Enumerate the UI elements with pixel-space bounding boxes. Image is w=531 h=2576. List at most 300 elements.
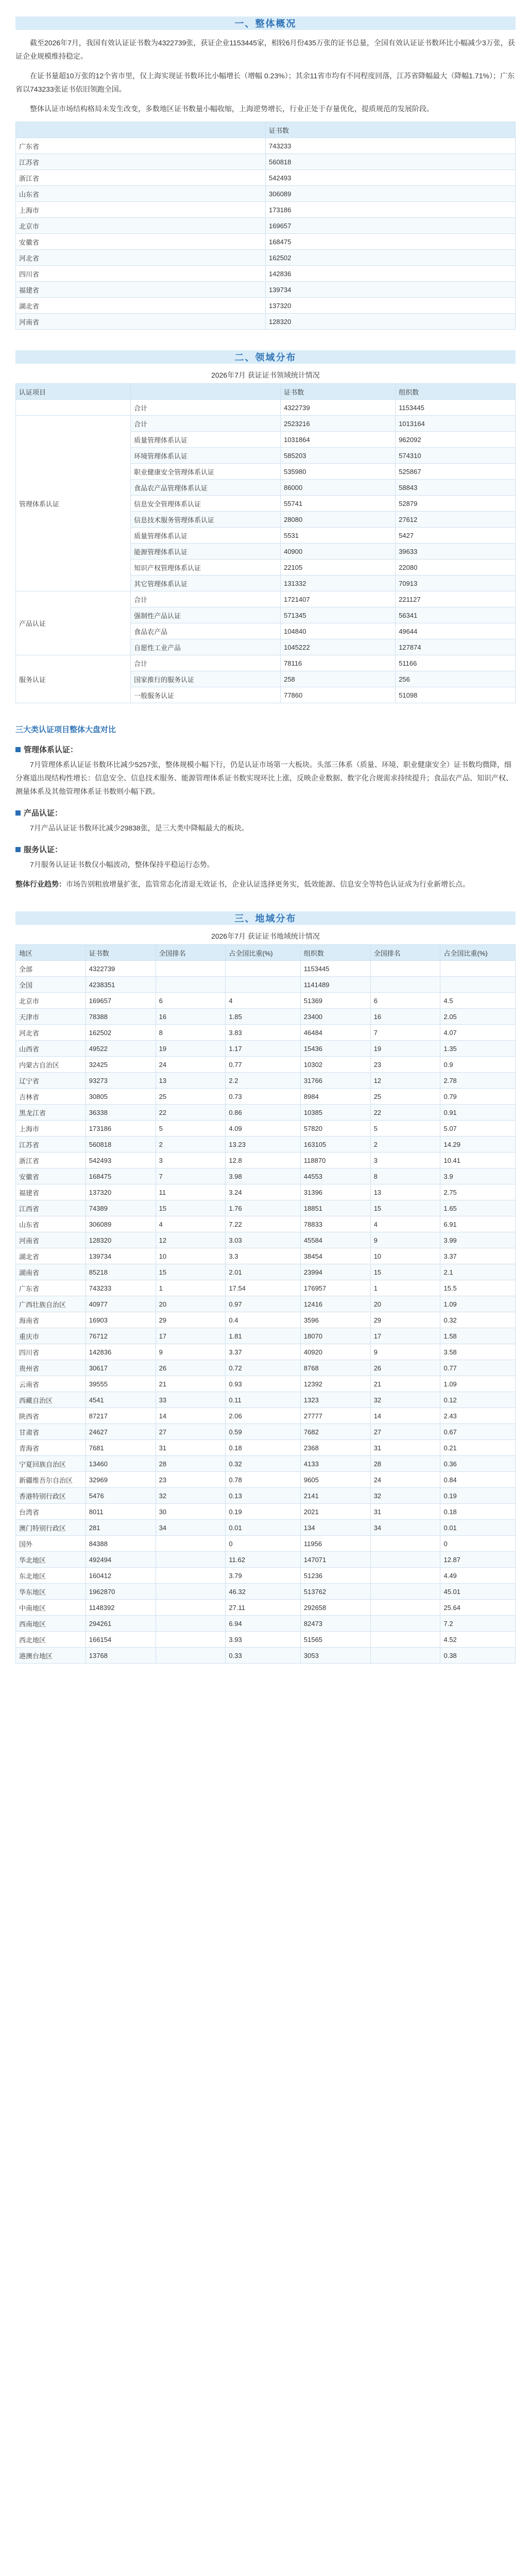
value-cell: 26 bbox=[156, 1360, 226, 1376]
table-row bbox=[16, 298, 516, 314]
table-row bbox=[16, 1344, 516, 1360]
value-cell: 11956 bbox=[300, 1536, 370, 1552]
value-cell: 32 bbox=[370, 1392, 440, 1408]
value-cell: 7.2 bbox=[440, 1616, 516, 1632]
value-cell: 9 bbox=[156, 1344, 226, 1360]
value-cell: 31 bbox=[156, 1440, 226, 1456]
value-cell: 4 bbox=[226, 993, 301, 1009]
column-header: 证书数 bbox=[281, 384, 396, 400]
value-cell: 23 bbox=[370, 1057, 440, 1073]
value-cell bbox=[156, 1632, 226, 1648]
column-header: 认证项目 bbox=[16, 384, 131, 400]
value-cell: 25.64 bbox=[440, 1600, 516, 1616]
value-cell: 128320 bbox=[266, 314, 516, 330]
region-cell: 西藏自治区 bbox=[16, 1392, 86, 1408]
region-cell: 海南省 bbox=[16, 1312, 86, 1328]
value-cell: 2 bbox=[156, 1137, 226, 1153]
column-header bbox=[16, 122, 266, 138]
value-cell: 20 bbox=[370, 1296, 440, 1312]
value-cell: 0.72 bbox=[226, 1360, 301, 1376]
value-cell: 1.58 bbox=[440, 1328, 516, 1344]
value-cell: 137320 bbox=[85, 1184, 156, 1200]
value-cell: 1013164 bbox=[396, 416, 516, 432]
value-cell: 0.93 bbox=[226, 1376, 301, 1392]
region-cell: 江苏省 bbox=[16, 154, 266, 170]
table-row bbox=[16, 1025, 516, 1041]
value-cell: 0.78 bbox=[226, 1472, 301, 1488]
region-cell: 河北省 bbox=[16, 250, 266, 266]
value-cell: 25 bbox=[156, 1089, 226, 1105]
value-cell: 3.24 bbox=[226, 1184, 301, 1200]
value-cell: 51166 bbox=[396, 655, 516, 671]
management-text: 7月管理体系认证证书数环比减少5257张，整体规模小幅下行，仍是认证市场第一大板块。头部三体系（质量、环境、职业健康安全）证书数均微降，细分赛道出现结构性增长：信息安全、信息技术服务、能源管理体系证书数实现环比上涨，反映企业数据、数字化合规需求持续提升；食品农产品、知识产权、测量体系及其他管理体系证书数则小幅下跌。 bbox=[15, 760, 513, 795]
region-cell: 河北省 bbox=[16, 1025, 86, 1041]
column-header: 占全国比重(%) bbox=[440, 945, 516, 961]
region-cell: 山东省 bbox=[16, 186, 266, 202]
region-cell: 广西壮族自治区 bbox=[16, 1296, 86, 1312]
value-cell: 2.06 bbox=[226, 1408, 301, 1424]
value-cell: 36338 bbox=[85, 1105, 156, 1121]
item-cell: 食品农产品管理体系认证 bbox=[131, 480, 281, 496]
product-heading: 产品认证： bbox=[15, 807, 516, 818]
value-cell: 0.38 bbox=[440, 1648, 516, 1664]
table-row bbox=[16, 1600, 516, 1616]
region-cell: 江苏省 bbox=[16, 1137, 86, 1153]
region-cell: 国外 bbox=[16, 1536, 86, 1552]
value-cell: 32 bbox=[370, 1488, 440, 1504]
value-cell: 58843 bbox=[396, 480, 516, 496]
value-cell: 9 bbox=[370, 1232, 440, 1248]
table-row bbox=[16, 1264, 516, 1280]
value-cell: 173186 bbox=[266, 202, 516, 218]
value-cell: 2.2 bbox=[226, 1073, 301, 1089]
value-cell: 142836 bbox=[85, 1344, 156, 1360]
item-cell: 知识产权管理体系认证 bbox=[131, 560, 281, 575]
value-cell: 85218 bbox=[85, 1264, 156, 1280]
value-cell: 7 bbox=[156, 1168, 226, 1184]
value-cell: 18070 bbox=[300, 1328, 370, 1344]
table-row bbox=[16, 1168, 516, 1184]
value-cell: 574310 bbox=[396, 448, 516, 464]
value-cell: 0.01 bbox=[226, 1520, 301, 1536]
value-cell: 10 bbox=[370, 1248, 440, 1264]
value-cell: 39633 bbox=[396, 544, 516, 560]
table-row bbox=[16, 1392, 516, 1408]
value-cell: 3.79 bbox=[226, 1568, 301, 1584]
value-cell: 31 bbox=[370, 1504, 440, 1520]
value-cell: 0.19 bbox=[440, 1488, 516, 1504]
table-row bbox=[16, 1520, 516, 1536]
section-header-overview bbox=[15, 16, 516, 30]
value-cell: 3.37 bbox=[226, 1344, 301, 1360]
value-cell: 1153445 bbox=[396, 400, 516, 416]
value-cell bbox=[370, 1568, 440, 1584]
value-cell: 8768 bbox=[300, 1360, 370, 1376]
value-cell: 0.36 bbox=[440, 1456, 516, 1472]
value-cell: 12 bbox=[370, 1073, 440, 1089]
value-cell: 4238351 bbox=[85, 977, 156, 993]
value-cell: 142836 bbox=[266, 266, 516, 282]
item-cell: 合计 bbox=[131, 655, 281, 671]
value-cell: 32 bbox=[156, 1488, 226, 1504]
value-cell: 0.79 bbox=[440, 1089, 516, 1105]
value-cell: 49644 bbox=[396, 623, 516, 639]
value-cell: 46484 bbox=[300, 1025, 370, 1041]
table-row bbox=[16, 1296, 516, 1312]
value-cell: 23 bbox=[156, 1472, 226, 1488]
value-cell: 168475 bbox=[266, 234, 516, 250]
value-cell: 30 bbox=[156, 1504, 226, 1520]
value-cell: 32969 bbox=[85, 1472, 156, 1488]
value-cell: 7681 bbox=[85, 1440, 156, 1456]
value-cell bbox=[156, 1648, 226, 1664]
industry-trend: 整体行业趋势：市场告别粗放增量扩张，监管常态化清退无效证书，企业认证选择更务实，低效能源、信息安全等特色认证成为行业新增长点。 bbox=[15, 880, 470, 888]
value-cell bbox=[156, 977, 226, 993]
value-cell bbox=[156, 1584, 226, 1600]
region-cell: 上海市 bbox=[16, 1121, 86, 1137]
value-cell: 12416 bbox=[300, 1296, 370, 1312]
management-heading: 管理体系认证： bbox=[15, 744, 516, 755]
value-cell bbox=[370, 977, 440, 993]
value-cell: 34 bbox=[156, 1520, 226, 1536]
value-cell: 10385 bbox=[300, 1105, 370, 1121]
value-cell: 13768 bbox=[85, 1648, 156, 1664]
value-cell: 44553 bbox=[300, 1168, 370, 1184]
value-cell: 38454 bbox=[300, 1248, 370, 1264]
region-cell: 浙江省 bbox=[16, 170, 266, 186]
value-cell: 0.32 bbox=[440, 1312, 516, 1328]
table-row bbox=[16, 170, 516, 186]
value-cell bbox=[370, 1552, 440, 1568]
value-cell: 1.35 bbox=[440, 1041, 516, 1057]
value-cell: 4541 bbox=[85, 1392, 156, 1408]
value-cell: 12 bbox=[156, 1232, 226, 1248]
value-cell: 28 bbox=[370, 1456, 440, 1472]
value-cell: 535980 bbox=[281, 464, 396, 480]
value-cell: 14 bbox=[370, 1408, 440, 1424]
table-row bbox=[16, 1184, 516, 1200]
region-cell: 重庆市 bbox=[16, 1328, 86, 1344]
value-cell: 560818 bbox=[266, 154, 516, 170]
item-cell: 强制性产品认证 bbox=[131, 607, 281, 623]
value-cell: 27777 bbox=[300, 1408, 370, 1424]
column-header: 组织数 bbox=[300, 945, 370, 961]
item-cell: 合计 bbox=[131, 416, 281, 432]
value-cell: 1.09 bbox=[440, 1376, 516, 1392]
value-cell: 104840 bbox=[281, 623, 396, 639]
value-cell: 513762 bbox=[300, 1584, 370, 1600]
region-cell: 福建省 bbox=[16, 1184, 86, 1200]
region-cell: 河南省 bbox=[16, 1232, 86, 1248]
value-cell: 2.75 bbox=[440, 1184, 516, 1200]
value-cell: 6 bbox=[370, 993, 440, 1009]
value-cell bbox=[156, 1536, 226, 1552]
table-row bbox=[16, 1456, 516, 1472]
value-cell: 4322739 bbox=[85, 961, 156, 977]
table-row bbox=[16, 282, 516, 298]
region-cell: 四川省 bbox=[16, 1344, 86, 1360]
value-cell: 0.12 bbox=[440, 1392, 516, 1408]
value-cell: 3596 bbox=[300, 1312, 370, 1328]
value-cell: 15436 bbox=[300, 1041, 370, 1057]
table-row bbox=[16, 1280, 516, 1296]
table-row bbox=[16, 1232, 516, 1248]
column-header bbox=[131, 384, 281, 400]
value-cell: 169657 bbox=[85, 993, 156, 1009]
value-cell: 1031864 bbox=[281, 432, 396, 448]
region-cell: 陕西省 bbox=[16, 1408, 86, 1424]
region-cell: 安徽省 bbox=[16, 234, 266, 250]
region-cell: 广东省 bbox=[16, 1280, 86, 1296]
value-cell: 20 bbox=[156, 1296, 226, 1312]
value-cell bbox=[440, 977, 516, 993]
value-cell: 21 bbox=[370, 1376, 440, 1392]
value-cell: 78116 bbox=[281, 655, 396, 671]
value-cell: 18851 bbox=[300, 1200, 370, 1216]
value-cell: 33 bbox=[156, 1392, 226, 1408]
value-cell: 294261 bbox=[85, 1616, 156, 1632]
value-cell: 0.73 bbox=[226, 1089, 301, 1105]
value-cell: 163105 bbox=[300, 1137, 370, 1153]
value-cell bbox=[156, 1600, 226, 1616]
value-cell: 492494 bbox=[85, 1552, 156, 1568]
value-cell: 139734 bbox=[85, 1248, 156, 1264]
table-row bbox=[16, 1616, 516, 1632]
value-cell: 29 bbox=[370, 1312, 440, 1328]
value-cell: 57820 bbox=[300, 1121, 370, 1137]
value-cell: 40900 bbox=[281, 544, 396, 560]
region-table bbox=[15, 944, 516, 1664]
value-cell: 1.85 bbox=[226, 1009, 301, 1025]
table-row bbox=[16, 961, 516, 977]
value-cell: 24627 bbox=[85, 1424, 156, 1440]
value-cell: 5531 bbox=[281, 528, 396, 544]
value-cell: 10302 bbox=[300, 1057, 370, 1073]
value-cell: 0.86 bbox=[226, 1105, 301, 1121]
value-cell: 29 bbox=[156, 1312, 226, 1328]
table-row bbox=[16, 591, 516, 607]
value-cell: 0.77 bbox=[440, 1360, 516, 1376]
value-cell: 6.91 bbox=[440, 1216, 516, 1232]
value-cell: 0.18 bbox=[226, 1440, 301, 1456]
value-cell: 11.62 bbox=[226, 1552, 301, 1568]
value-cell: 169657 bbox=[266, 218, 516, 234]
value-cell: 1.65 bbox=[440, 1200, 516, 1216]
overview-paragraph-2: 在证书量超10万张的12个省市里，仅上海实现证书数环比小幅增长（增幅 0.23%）；其余11省市均有不同程度回落，江苏省降幅最大（降幅1.71%）；广东省以743233张证书依旧领跑全国。 bbox=[15, 72, 515, 93]
value-cell: 46.32 bbox=[226, 1584, 301, 1600]
value-cell: 27 bbox=[156, 1424, 226, 1440]
region-cell: 港澳台地区 bbox=[16, 1648, 86, 1664]
value-cell: 13 bbox=[370, 1184, 440, 1200]
value-cell bbox=[156, 1568, 226, 1584]
value-cell: 22 bbox=[156, 1105, 226, 1121]
region-cell: 云南省 bbox=[16, 1376, 86, 1392]
table-caption: 2026年7月 获证证书地域统计情况 bbox=[211, 932, 320, 940]
table-row bbox=[16, 1073, 516, 1089]
value-cell: 34 bbox=[370, 1520, 440, 1536]
overview-table bbox=[15, 122, 516, 330]
value-cell bbox=[226, 961, 301, 977]
value-cell: 0.4 bbox=[226, 1312, 301, 1328]
region-cell: 吉林省 bbox=[16, 1089, 86, 1105]
value-cell: 30805 bbox=[85, 1089, 156, 1105]
value-cell: 2.1 bbox=[440, 1264, 516, 1280]
value-cell: 40977 bbox=[85, 1296, 156, 1312]
value-cell: 4133 bbox=[300, 1456, 370, 1472]
value-cell: 17.54 bbox=[226, 1280, 301, 1296]
value-cell: 8984 bbox=[300, 1089, 370, 1105]
table-row bbox=[16, 1328, 516, 1344]
region-cell: 新疆维吾尔自治区 bbox=[16, 1472, 86, 1488]
table-row bbox=[16, 1376, 516, 1392]
value-cell bbox=[370, 1600, 440, 1616]
value-cell: 5 bbox=[156, 1121, 226, 1137]
value-cell: 27 bbox=[370, 1424, 440, 1440]
value-cell: 0.13 bbox=[226, 1488, 301, 1504]
value-cell: 0.18 bbox=[440, 1504, 516, 1520]
region-cell: 湖北省 bbox=[16, 1248, 86, 1264]
value-cell bbox=[370, 1536, 440, 1552]
region-cell: 甘肃省 bbox=[16, 1424, 86, 1440]
value-cell: 27612 bbox=[396, 512, 516, 528]
value-cell: 8 bbox=[370, 1168, 440, 1184]
column-header: 全国排名 bbox=[370, 945, 440, 961]
value-cell: 31 bbox=[370, 1440, 440, 1456]
table-row bbox=[16, 234, 516, 250]
region-cell: 安徽省 bbox=[16, 1168, 86, 1184]
value-cell: 10 bbox=[156, 1248, 226, 1264]
value-cell: 7 bbox=[370, 1025, 440, 1041]
value-cell: 27.11 bbox=[226, 1600, 301, 1616]
value-cell: 743233 bbox=[85, 1280, 156, 1296]
value-cell: 55741 bbox=[281, 496, 396, 512]
value-cell: 3.99 bbox=[440, 1232, 516, 1248]
value-cell bbox=[226, 977, 301, 993]
value-cell: 3.03 bbox=[226, 1232, 301, 1248]
value-cell: 2368 bbox=[300, 1440, 370, 1456]
item-cell: 合计 bbox=[131, 591, 281, 607]
value-cell: 137320 bbox=[266, 298, 516, 314]
value-cell: 13460 bbox=[85, 1456, 156, 1472]
bullet-square-icon bbox=[15, 810, 21, 816]
region-cell: 西北地区 bbox=[16, 1632, 86, 1648]
value-cell: 131332 bbox=[281, 575, 396, 591]
value-cell: 19 bbox=[156, 1041, 226, 1057]
value-cell: 0.97 bbox=[226, 1296, 301, 1312]
table-row bbox=[16, 655, 516, 671]
group-cell: 服务认证 bbox=[16, 655, 131, 703]
group-cell: 产品认证 bbox=[16, 591, 131, 655]
value-cell: 139734 bbox=[266, 282, 516, 298]
value-cell: 281 bbox=[85, 1520, 156, 1536]
value-cell: 128320 bbox=[85, 1232, 156, 1248]
region-cell: 东北地区 bbox=[16, 1568, 86, 1584]
value-cell: 39555 bbox=[85, 1376, 156, 1392]
value-cell: 4.09 bbox=[226, 1121, 301, 1137]
value-cell: 15 bbox=[156, 1264, 226, 1280]
value-cell: 3053 bbox=[300, 1648, 370, 1664]
table-row bbox=[16, 1057, 516, 1073]
value-cell: 4.07 bbox=[440, 1025, 516, 1041]
value-cell: 1323 bbox=[300, 1392, 370, 1408]
table-row bbox=[16, 1488, 516, 1504]
value-cell: 306089 bbox=[266, 186, 516, 202]
value-cell: 256 bbox=[396, 671, 516, 687]
value-cell: 82473 bbox=[300, 1616, 370, 1632]
value-cell bbox=[370, 1648, 440, 1664]
value-cell: 11 bbox=[156, 1184, 226, 1200]
value-cell: 0.9 bbox=[440, 1057, 516, 1073]
region-cell: 青海省 bbox=[16, 1440, 86, 1456]
value-cell: 1.76 bbox=[226, 1200, 301, 1216]
table-row bbox=[16, 1041, 516, 1057]
value-cell bbox=[440, 961, 516, 977]
region-cell: 福建省 bbox=[16, 282, 266, 298]
value-cell: 5476 bbox=[85, 1488, 156, 1504]
region-cell: 河南省 bbox=[16, 314, 266, 330]
region-cell: 山西省 bbox=[16, 1041, 86, 1057]
value-cell: 258 bbox=[281, 671, 396, 687]
value-cell: 127874 bbox=[396, 639, 516, 655]
overview-paragraph-1: 截至2026年7月，我国有效认证证书数为4322739张，获证企业1153445家，相较6月份435万张的证书总量，全国有效认证证书数环比小幅减少3万张，获证企业规模维持稳定。 bbox=[15, 39, 515, 60]
region-cell: 湖北省 bbox=[16, 298, 266, 314]
value-cell: 1.09 bbox=[440, 1296, 516, 1312]
value-cell: 51369 bbox=[300, 993, 370, 1009]
value-cell: 1962870 bbox=[85, 1584, 156, 1600]
value-cell: 24 bbox=[156, 1057, 226, 1073]
value-cell: 2 bbox=[370, 1137, 440, 1153]
section-title: 二、领域分布 bbox=[234, 352, 297, 363]
value-cell: 3.93 bbox=[226, 1632, 301, 1648]
table-row bbox=[16, 1440, 516, 1456]
item-cell: 国家推行的服务认证 bbox=[131, 671, 281, 687]
value-cell: 7.22 bbox=[226, 1216, 301, 1232]
section-header-region bbox=[15, 911, 516, 925]
value-cell: 24 bbox=[370, 1472, 440, 1488]
value-cell: 3.83 bbox=[226, 1025, 301, 1041]
value-cell: 176957 bbox=[300, 1280, 370, 1296]
table-row bbox=[16, 1216, 516, 1232]
table-row bbox=[16, 1536, 516, 1552]
table-row bbox=[16, 977, 516, 993]
value-cell: 15 bbox=[156, 1200, 226, 1216]
item-cell: 质量管理体系认证 bbox=[131, 528, 281, 544]
region-cell: 华东地区 bbox=[16, 1584, 86, 1600]
value-cell: 93273 bbox=[85, 1073, 156, 1089]
value-cell: 162502 bbox=[266, 250, 516, 266]
value-cell: 9 bbox=[370, 1344, 440, 1360]
value-cell: 6 bbox=[156, 993, 226, 1009]
region-cell: 四川省 bbox=[16, 266, 266, 282]
value-cell: 0.32 bbox=[226, 1456, 301, 1472]
value-cell: 12.87 bbox=[440, 1552, 516, 1568]
table-row bbox=[16, 1312, 516, 1328]
value-cell: 0.67 bbox=[440, 1424, 516, 1440]
value-cell: 17 bbox=[156, 1328, 226, 1344]
value-cell: 32425 bbox=[85, 1057, 156, 1073]
column-header: 证书数 bbox=[85, 945, 156, 961]
value-cell: 0 bbox=[440, 1536, 516, 1552]
item-cell: 能源管理体系认证 bbox=[131, 544, 281, 560]
value-cell bbox=[156, 961, 226, 977]
three-types-title: 三大类认证项目整体大盘对比 bbox=[15, 725, 116, 734]
value-cell: 1.17 bbox=[226, 1041, 301, 1057]
value-cell: 5 bbox=[370, 1121, 440, 1137]
column-header: 证书数 bbox=[266, 122, 516, 138]
column-header: 地区 bbox=[16, 945, 86, 961]
value-cell: 23400 bbox=[300, 1009, 370, 1025]
value-cell: 9605 bbox=[300, 1472, 370, 1488]
